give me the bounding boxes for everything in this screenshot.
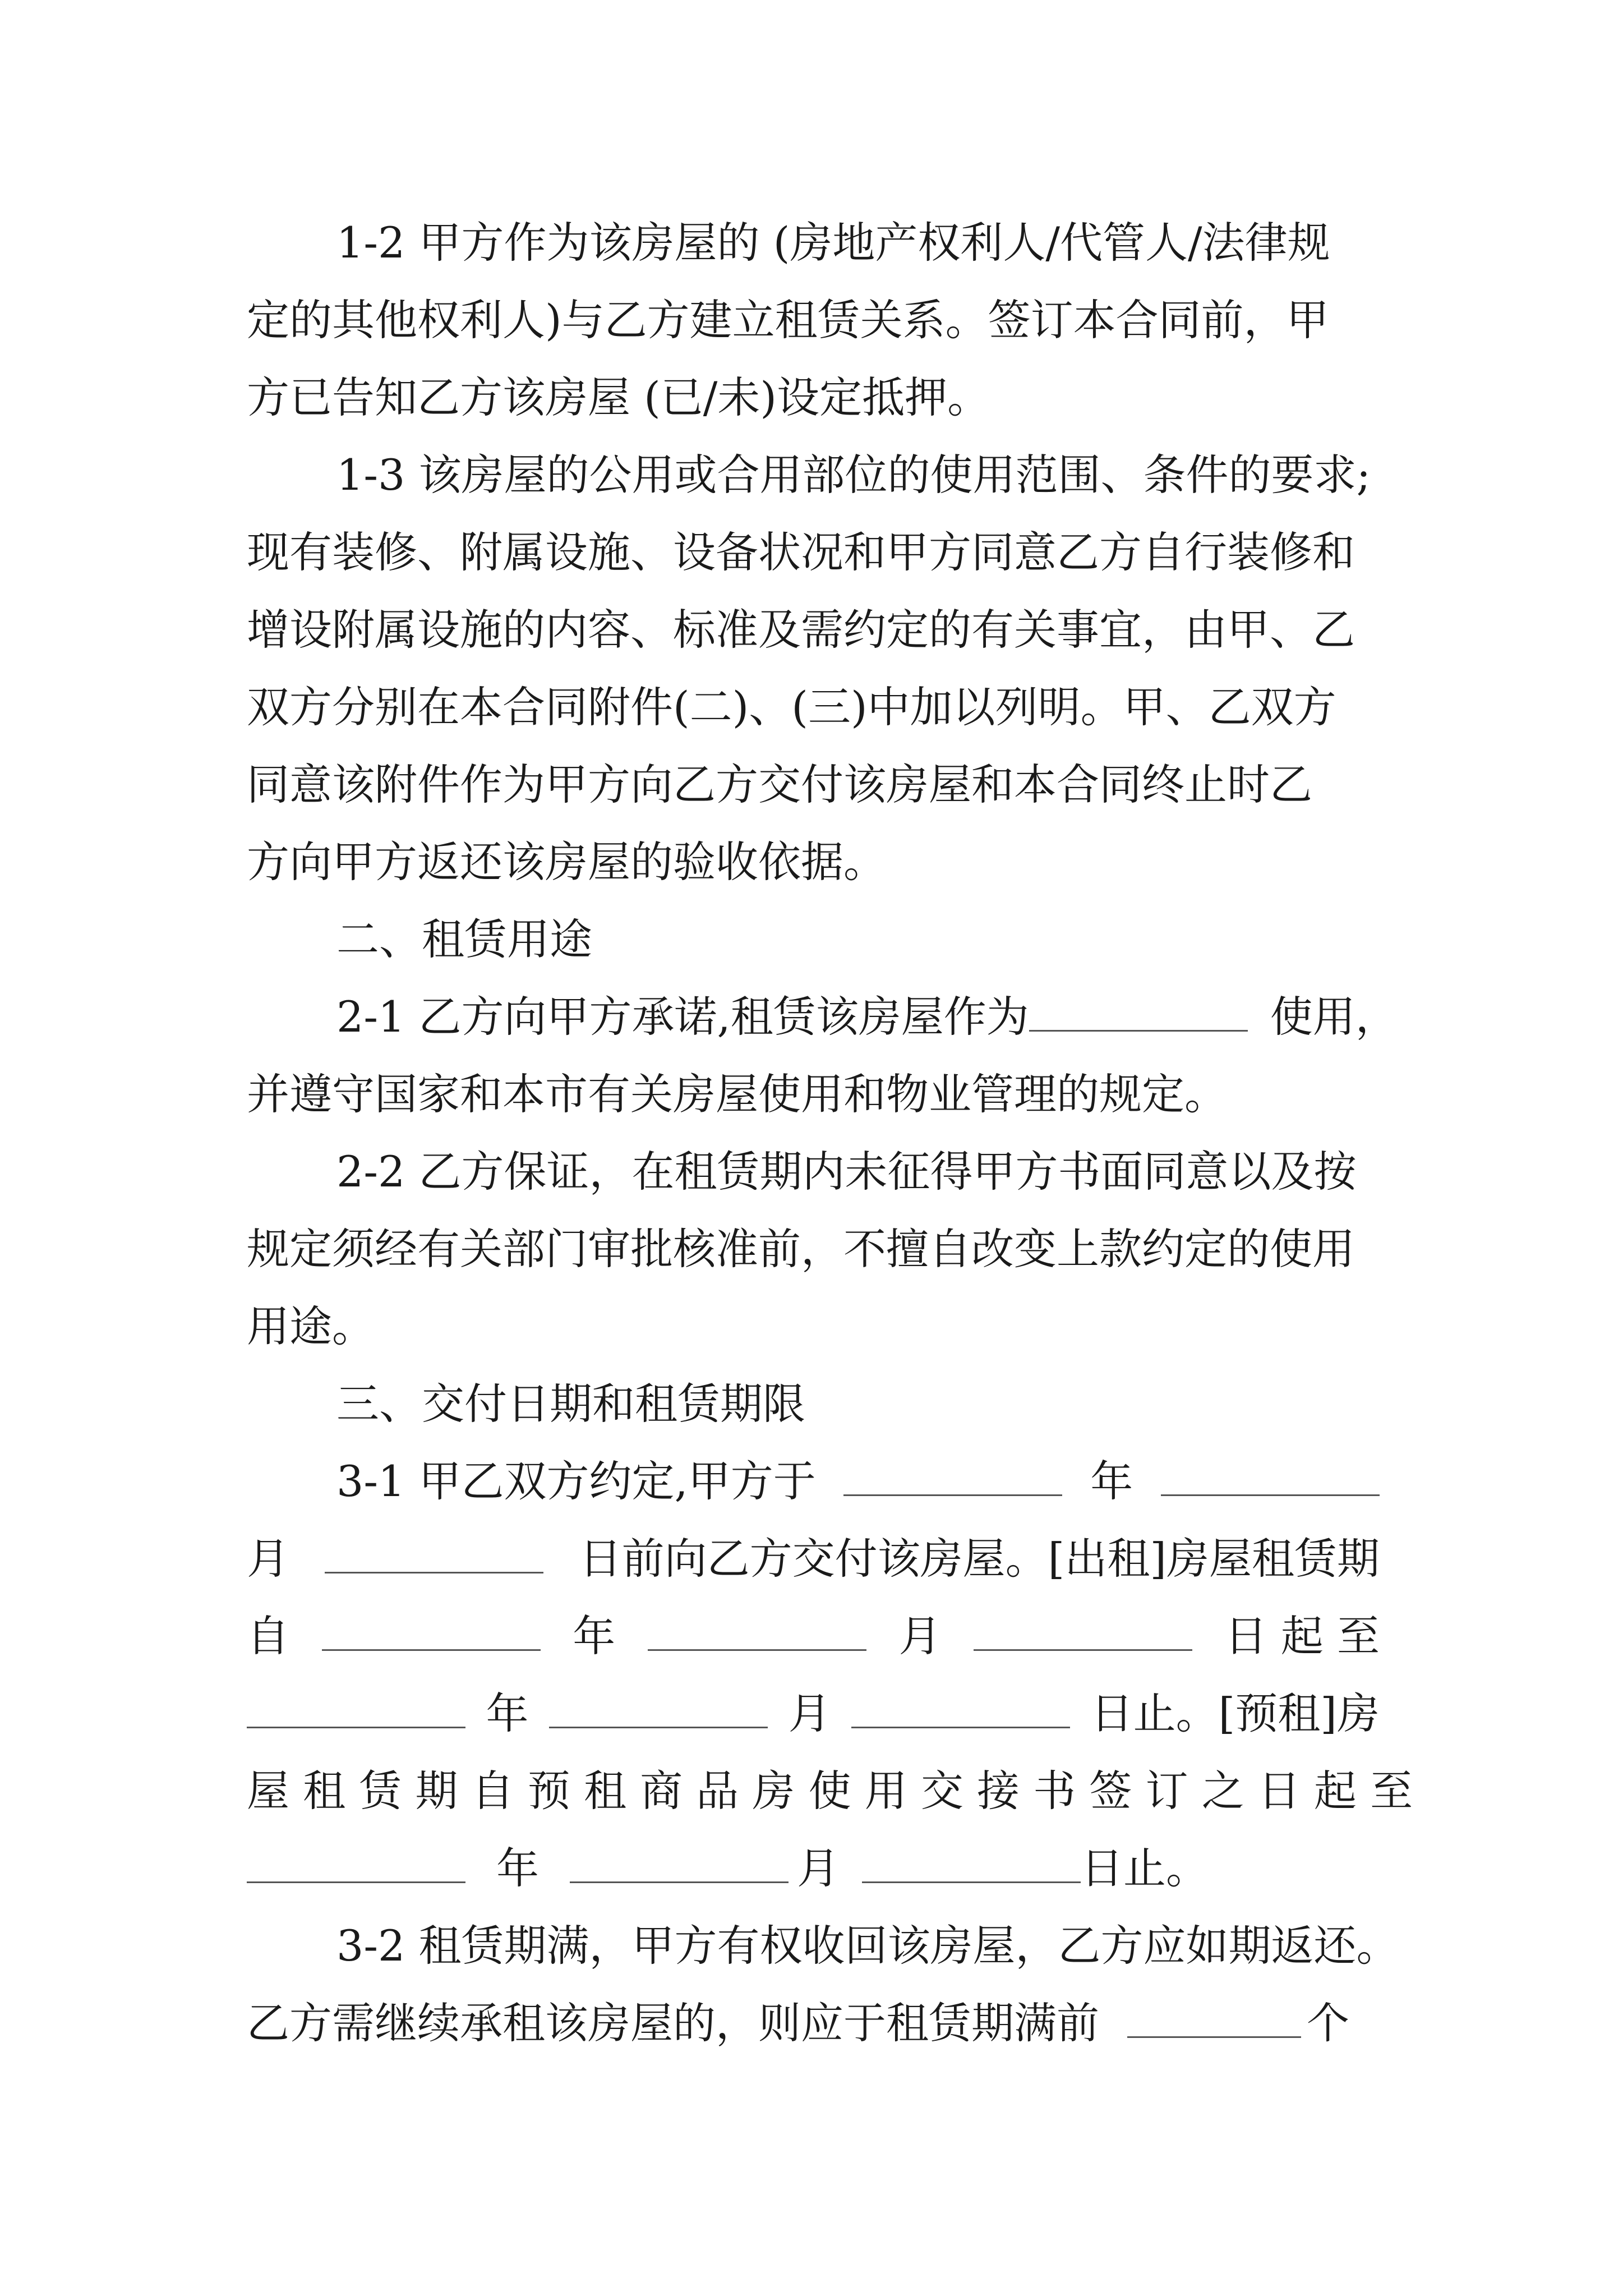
clause-1-3-line-4: 双方分别在本合同附件(二)、(三)中加以列明。甲、乙双方 — [247, 682, 1336, 732]
clause-2-2-line-1: 2-2 乙方保证，在租赁期内未征得甲方书面同意以及按 — [336, 1147, 1357, 1197]
clause-1-2-line-2: 定的其他权利人)与乙方建立租赁关系。签订本合同前，甲 — [247, 295, 1329, 345]
clause-1-3-line-6: 方向甲方返还该房屋的验收依据。 — [247, 837, 886, 887]
clause-3-1-text-b: 日前向乙方交付该房屋。[出租]房屋租赁期 — [579, 1534, 1380, 1584]
clause-1-3-line-1: 1-3 该房屋的公用或合用部位的使用范围、条件的要求; — [336, 450, 1371, 500]
month-label: 月 — [797, 1843, 840, 1893]
year-label: 年 — [573, 1611, 616, 1661]
month-label: 月 — [247, 1534, 289, 1584]
start-month-blank — [648, 1616, 866, 1651]
prelease-end-year-blank — [247, 1848, 465, 1883]
renewal-months-blank — [1127, 2003, 1301, 2038]
clause-1-3-line-2: 现有装修、附属设施、设备状况和甲方同意乙方自行装修和 — [247, 527, 1355, 577]
end-month-blank — [549, 1693, 768, 1728]
day-start-to-label: 日 起 至 — [1224, 1611, 1380, 1661]
end-day-blank — [851, 1693, 1070, 1728]
year-label: 年 — [486, 1688, 529, 1738]
clause-2-1-text-b: 使用， — [1270, 992, 1398, 1042]
clause-3-1-line-1 — [336, 1453, 1380, 1510]
start-day-blank — [974, 1616, 1192, 1651]
clause-1-3-line-5: 同意该附件作为甲方向乙方交付该房屋和本合同终止时乙 — [247, 760, 1312, 809]
clause-2-2-line-2: 规定须经有关部门审批核准前，不擅自改变上款约定的使用 — [247, 1224, 1355, 1274]
month-label: 月 — [898, 1611, 942, 1661]
clause-3-1-line-6 — [247, 1841, 1380, 1897]
clause-3-2-text-b: 个 — [1307, 1998, 1349, 2048]
clause-3-1-text-c: 日止。[预租]房 — [1090, 1688, 1380, 1738]
end-year-blank — [247, 1693, 465, 1728]
clause-1-2-line-3: 方已告知乙方该房屋 (已/未)设定抵押。 — [247, 372, 990, 422]
start-year-blank — [322, 1616, 541, 1651]
year-label: 年 — [1090, 1456, 1133, 1506]
clause-3-2-line-2 — [247, 1995, 1380, 2051]
clause-3-1-line-3 — [247, 1608, 1380, 1664]
clause-3-2-line-1: 3-2 租赁期满，甲方有权收回该房屋，乙方应如期返还。 — [336, 1921, 1399, 1971]
clause-2-1-line-2: 并遵守国家和本市有关房屋使用和物业管理的规定。 — [247, 1069, 1227, 1119]
usage-blank — [1029, 996, 1248, 1032]
clause-1-2-line-1: 1-2 甲方作为该房屋的 (房地产权利人/代管人/法律规 — [336, 218, 1330, 268]
delivery-day-blank — [325, 1538, 543, 1573]
section-heading-3: 三、交付日期和租赁期限 — [336, 1379, 805, 1429]
clause-3-2-text-a: 乙方需继续承租该房屋的，则应于租赁期满前 — [247, 1998, 1099, 2048]
from-label: 自 — [247, 1611, 289, 1661]
clause-3-1-line-2 — [247, 1531, 1380, 1587]
clause-3-1-text-a: 3-1 甲乙双方约定,甲方于 — [336, 1456, 816, 1506]
clause-3-1-text-d: 日止。 — [1081, 1843, 1209, 1893]
section-heading-2: 二、租赁用途 — [336, 914, 592, 964]
delivery-month-blank — [1161, 1461, 1380, 1496]
clause-3-1-line-5: 屋 租 赁 期 自 预 租 商 品 房 使 用 交 接 书 签 订 之 日 起 至 — [247, 1766, 1413, 1816]
prelease-end-month-blank — [570, 1848, 789, 1883]
clause-2-2-line-3: 用途。 — [247, 1301, 375, 1351]
clause-3-1-line-4 — [247, 1686, 1380, 1742]
month-label: 月 — [788, 1688, 831, 1738]
year-label: 年 — [496, 1843, 539, 1893]
clause-1-3-line-3: 增设附属设施的内容、标准及需约定的有关事宜，由甲、乙 — [247, 605, 1355, 655]
prelease-end-day-blank — [862, 1848, 1081, 1883]
delivery-year-blank — [843, 1461, 1062, 1496]
clause-2-1-line-1 — [336, 989, 1398, 1045]
clause-2-1-text-a: 2-1 乙方向甲方承诺,租赁该房屋作为 — [336, 992, 1029, 1042]
